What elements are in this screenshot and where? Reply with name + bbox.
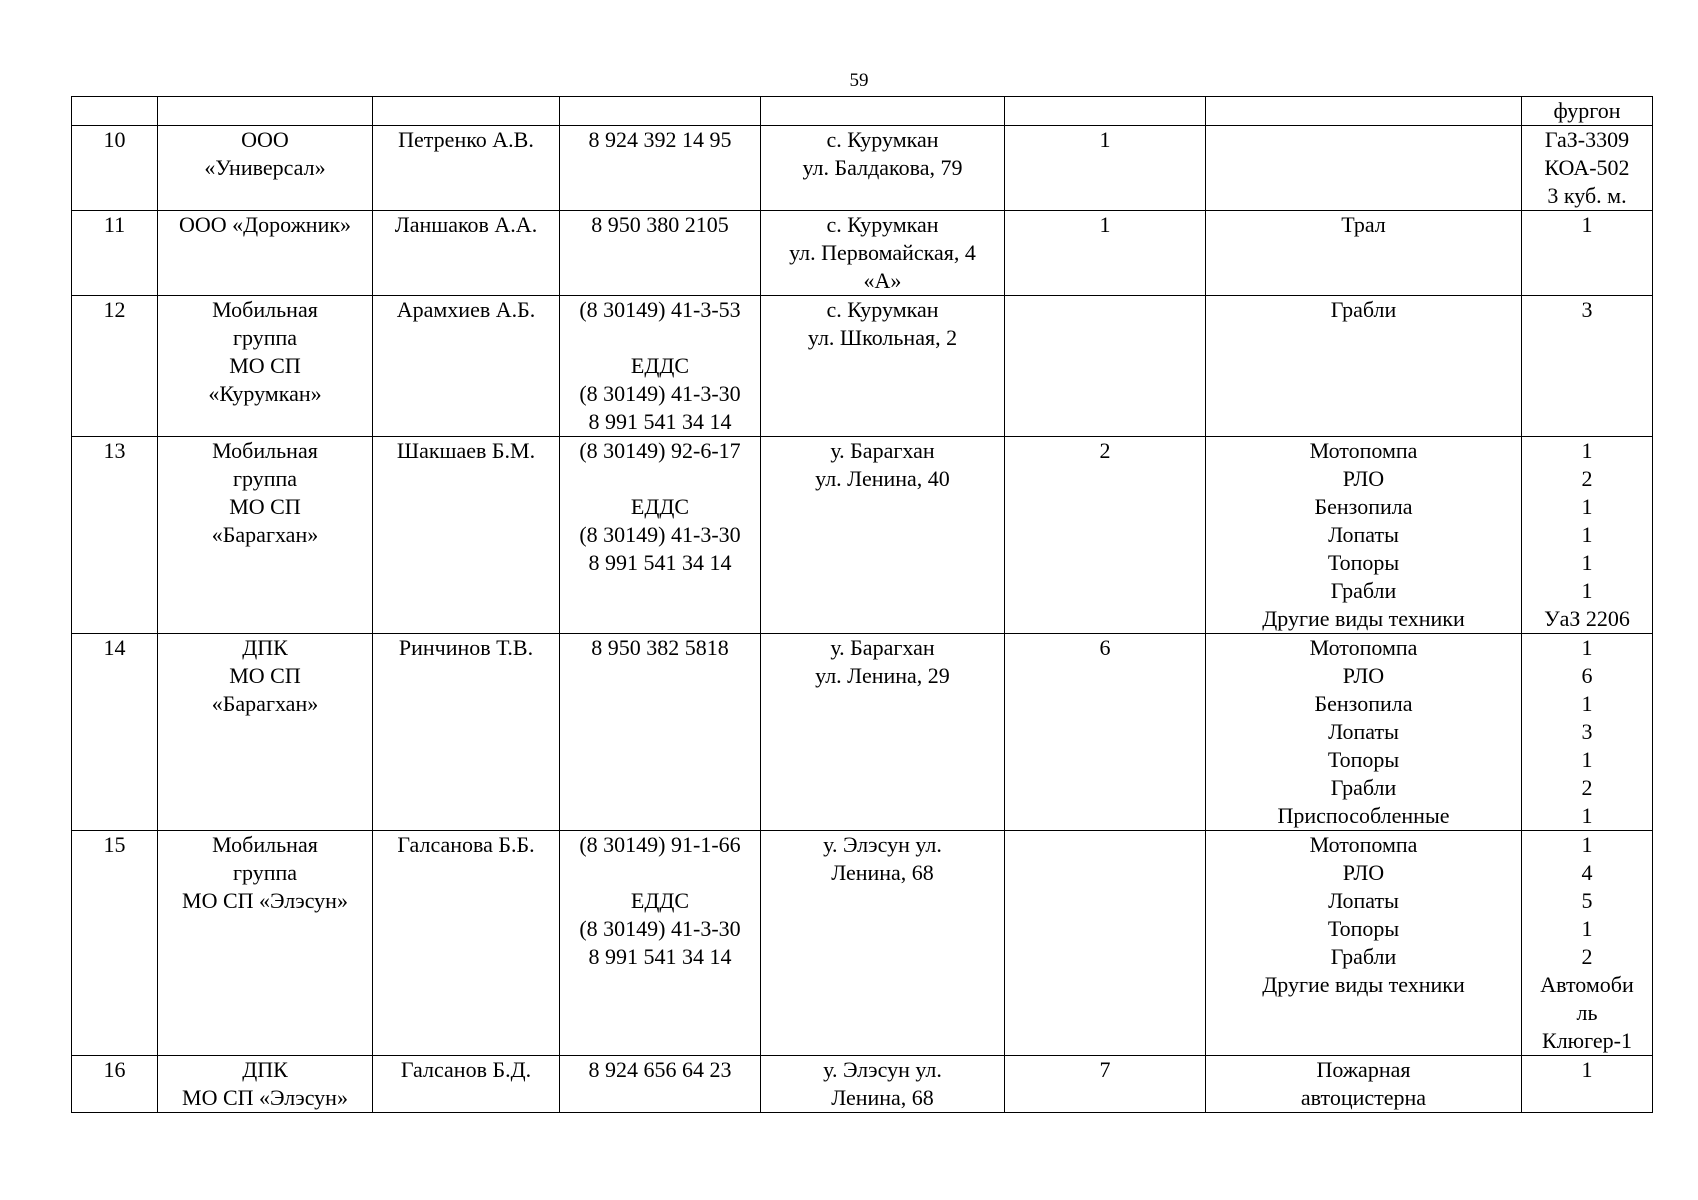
row-number-cell: 12: [72, 296, 158, 437]
organization-cell: ООО «Дорожник»: [158, 211, 373, 296]
organization-cell: ДПК МО СП «Элэсун»: [158, 1056, 373, 1113]
address-cell: у. Барагхан ул. Ленина, 40: [761, 437, 1005, 634]
personnel-count-cell: [1005, 296, 1206, 437]
quantity-cell: 1 4 5 1 2 Автомоби ль Клюгер-1: [1522, 831, 1653, 1056]
table-row: [72, 437, 1653, 634]
organization-cell: ООО «Универсал»: [158, 126, 373, 211]
organization-cell: Мобильная группа МО СП «Барагхан»: [158, 437, 373, 634]
quantity-cell: ГаЗ-3309 КОА-502 3 куб. м.: [1522, 126, 1653, 211]
organization-cell: ДПК МО СП «Барагхан»: [158, 634, 373, 831]
personnel-count-cell: [1005, 97, 1206, 126]
responsible-person-cell: Ринчинов Т.В.: [373, 634, 560, 831]
table-row: [72, 126, 1653, 211]
address-cell: у. Элэсун ул. Ленина, 68: [761, 1056, 1005, 1113]
organization-cell: Мобильная группа МО СП «Курумкан»: [158, 296, 373, 437]
phone-cell: 8 924 656 64 23: [560, 1056, 761, 1113]
quantity-cell: 1 2 1 1 1 1 УаЗ 2206: [1522, 437, 1653, 634]
address-cell: у. Элэсун ул. Ленина, 68: [761, 831, 1005, 1056]
responsible-person-cell: Галсанов Б.Д.: [373, 1056, 560, 1113]
equipment-cell: Пожарная автоцистерна: [1206, 1056, 1522, 1113]
row-number-cell: [72, 97, 158, 126]
row-number-cell: 11: [72, 211, 158, 296]
equipment-cell: [1206, 126, 1522, 211]
equipment-cell: Трал: [1206, 211, 1522, 296]
equipment-cell: Мотопомпа РЛО Лопаты Топоры Грабли Другие виды техники: [1206, 831, 1522, 1056]
personnel-count-cell: 1: [1005, 126, 1206, 211]
address-cell: у. Барагхан ул. Ленина, 29: [761, 634, 1005, 831]
row-number-cell: 15: [72, 831, 158, 1056]
responsible-person-cell: Петренко А.В.: [373, 126, 560, 211]
responsible-person-cell: Ланшаков А.А.: [373, 211, 560, 296]
address-cell: [761, 97, 1005, 126]
phone-cell: [560, 97, 761, 126]
quantity-cell: 1: [1522, 1056, 1653, 1113]
quantity-cell: 3: [1522, 296, 1653, 437]
table-row: [72, 634, 1653, 831]
address-cell: с. Курумкан ул. Балдакова, 79: [761, 126, 1005, 211]
quantity-cell: 1: [1522, 211, 1653, 296]
table-row: [72, 97, 1653, 126]
table-row: [72, 1056, 1653, 1113]
personnel-count-cell: 1: [1005, 211, 1206, 296]
row-number-cell: 16: [72, 1056, 158, 1113]
quantity-cell: 1 6 1 3 1 2 1: [1522, 634, 1653, 831]
address-cell: с. Курумкан ул. Первомайская, 4 «А»: [761, 211, 1005, 296]
personnel-count-cell: 2: [1005, 437, 1206, 634]
organization-cell: [158, 97, 373, 126]
equipment-cell: Мотопомпа РЛО Бензопила Лопаты Топоры Грабли Приспособленные: [1206, 634, 1522, 831]
quantity-cell: фургон: [1522, 97, 1653, 126]
personnel-count-cell: 6: [1005, 634, 1206, 831]
equipment-table: [71, 96, 1653, 1113]
table-row: [72, 211, 1653, 296]
personnel-count-cell: [1005, 831, 1206, 1056]
page-number: 59: [849, 70, 869, 91]
responsible-person-cell: Шакшаев Б.М.: [373, 437, 560, 634]
address-cell: с. Курумкан ул. Школьная, 2: [761, 296, 1005, 437]
row-number-cell: 14: [72, 634, 158, 831]
equipment-cell: [1206, 97, 1522, 126]
phone-cell: 8 950 380 2105: [560, 211, 761, 296]
responsible-person-cell: [373, 97, 560, 126]
phone-cell: 8 950 382 5818: [560, 634, 761, 831]
personnel-count-cell: 7: [1005, 1056, 1206, 1113]
phone-cell: (8 30149) 41-3-53 ЕДДС (8 30149) 41-3-30 8 991 541 34 14: [560, 296, 761, 437]
table-row: [72, 296, 1653, 437]
phone-cell: (8 30149) 91-1-66 ЕДДС (8 30149) 41-3-30 8 991 541 34 14: [560, 831, 761, 1056]
equipment-cell: Грабли: [1206, 296, 1522, 437]
phone-cell: (8 30149) 92-6-17 ЕДДС (8 30149) 41-3-30 8 991 541 34 14: [560, 437, 761, 634]
responsible-person-cell: Арамхиев А.Б.: [373, 296, 560, 437]
row-number-cell: 13: [72, 437, 158, 634]
phone-cell: 8 924 392 14 95: [560, 126, 761, 211]
table-row: [72, 831, 1653, 1056]
equipment-cell: Мотопомпа РЛО Бензопила Лопаты Топоры Грабли Другие виды техники: [1206, 437, 1522, 634]
row-number-cell: 10: [72, 126, 158, 211]
organization-cell: Мобильная группа МО СП «Элэсун»: [158, 831, 373, 1056]
responsible-person-cell: Галсанова Б.Б.: [373, 831, 560, 1056]
